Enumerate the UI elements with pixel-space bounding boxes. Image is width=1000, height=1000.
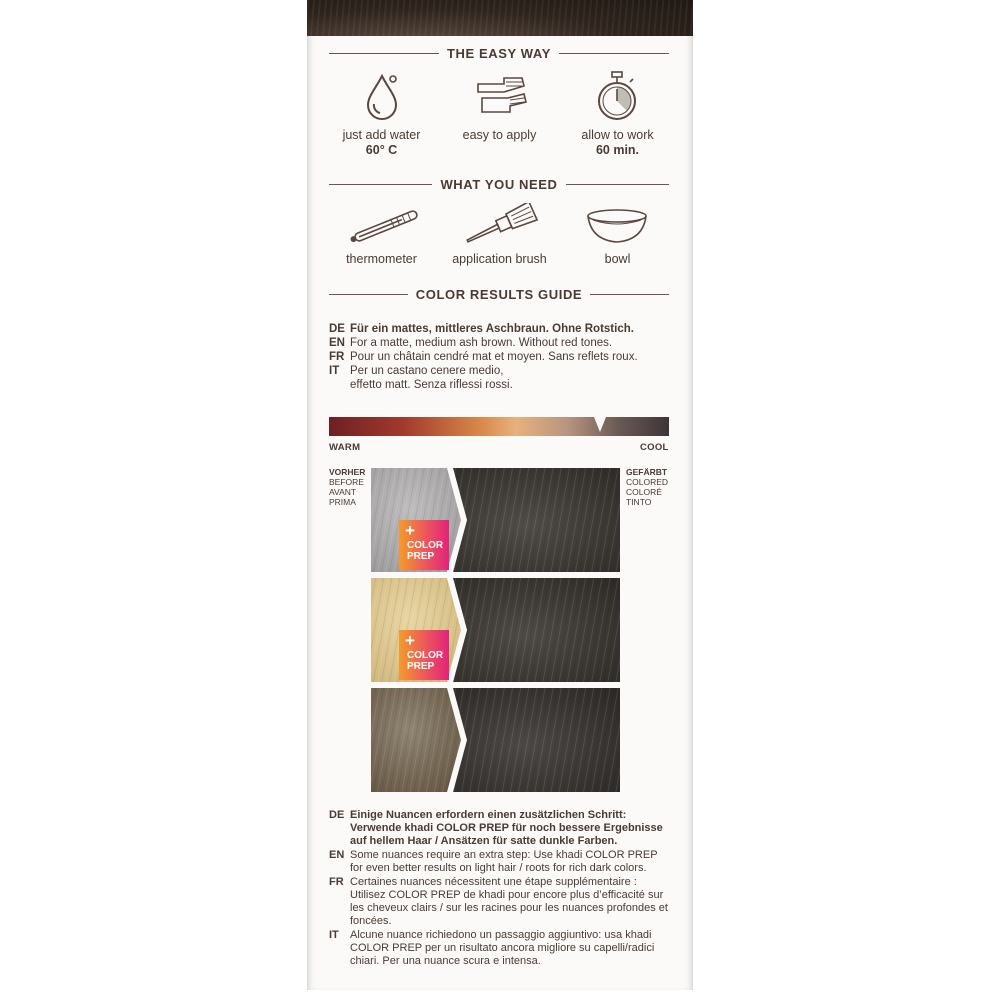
color-prep-badge [399,630,449,680]
gloved-hands-icon [474,72,528,120]
prep-line2: PREP [407,551,435,562]
swatch-after [447,468,620,572]
swatch-blonde-hair [371,578,620,682]
prep-line2: PREP [407,661,435,672]
swatch-brown-hair [371,688,620,792]
bowl-icon [585,206,649,246]
note-row-it [329,929,669,968]
stopwatch-icon [594,70,640,124]
lang-code: FR [329,876,344,888]
after-label-it: TINTO [626,497,652,507]
note-row-en [329,849,669,875]
lang-code: DE [329,809,345,821]
step-detail: 60° C [365,143,398,157]
lang-code: FR [329,351,345,363]
step-detail: 60 min. [595,143,640,157]
lang-code: DE [329,323,345,335]
before-label-fr: AVANT [329,487,357,497]
water-drop-icon [360,70,404,122]
prep-line1: COLOR [407,540,444,551]
warm-cool-gradient [329,417,669,436]
application-brush-icon [458,203,544,247]
lang-text: Some nuances require an extra step: Use khadi COLOR PREP for even better results on light hair / roots for rich dark colors. [350,849,658,874]
after-labels [626,467,668,507]
before-label-de: VORHER [329,467,366,477]
lang-text: Alcune nuance richiedono un passaggio aggiuntivo: usa khadi COLOR PREP per un risultato ancora migliore su capelli/radici chiari. Per una nuance scura e intensa. [350,929,655,967]
section-what-you-need [329,177,669,191]
lang-text: For a matte, medium ash brown. Without red tones. [350,337,613,349]
section-title: COLOR RESULTS GUIDE [408,287,590,302]
after-label-de: GEFÄRBT [626,467,668,477]
note-row-de [329,809,669,848]
lang-text: Für ein mattes, mittleres Aschbraun. Ohne Rotstich. [350,323,634,335]
thermometer-icon [343,206,429,246]
lang-row-en [329,336,669,350]
lang-row-fr [329,350,669,364]
step-label: just add water [342,128,421,142]
before-labels [329,467,365,507]
step-apply [443,128,556,143]
shade-position-marker [594,417,606,432]
color-prep-note [329,809,669,968]
tool-thermometer [325,252,438,267]
after-label-en: COLORED [626,477,669,487]
color-prep-badge [399,520,449,570]
before-label-en: BEFORE [329,477,364,487]
tool-label: bowl [604,252,631,266]
swatch-after [447,578,620,682]
section-easy-way [329,46,669,60]
tool-label: application brush [452,252,547,266]
section-title: WHAT YOU NEED [432,177,565,192]
tool-bowl [561,252,674,267]
lang-text: Pour un châtain cendré mat et moyen. Sans reflets roux. [350,351,638,363]
before-label-it: PRIMA [329,497,356,507]
lang-code: EN [329,849,345,861]
swatch-grey-hair [371,468,620,572]
cool-label: COOL [640,442,669,453]
prep-plus: + [405,631,415,650]
section-title: THE EASY WAY [439,46,559,61]
lang-row-de [329,322,669,336]
prep-line1: COLOR [407,650,444,661]
step-water [325,128,438,158]
step-work [561,128,674,158]
lang-row-it [329,364,669,392]
hair-photo-strip [307,0,693,36]
tool-brush [443,252,556,267]
swatch-after [447,688,620,792]
lang-text: Certaines nuances nécessitent une étape supplémentaire : Utilisez COLOR PREP de khadi pour encore plus d’efficacité sur les cheveux clairs / sur les racines pour les nuances profondes et foncées. [350,876,668,927]
prep-plus: + [405,521,415,540]
result-description [329,322,669,392]
after-label-fr: COLORÉ [626,487,662,497]
lang-code: IT [329,929,339,941]
lang-text: Einige Nuancen erfordern einen zusätzlichen Schritt: Verwende khadi COLOR PREP für noch bessere Ergebnisse auf hellem Haar / Ansätzen für satte dunkle Farben. [350,809,663,847]
warm-label: WARM [329,442,361,453]
tool-label: thermometer [346,252,417,266]
note-row-fr [329,876,669,928]
section-results-guide [329,287,669,301]
step-label: easy to apply [462,128,537,142]
lang-text: Per un castano cenere medio, effetto matt. Senza riflessi rossi. [350,365,513,391]
lang-code: IT [329,365,340,377]
lang-code: EN [329,337,345,349]
step-label: allow to work [581,128,654,142]
